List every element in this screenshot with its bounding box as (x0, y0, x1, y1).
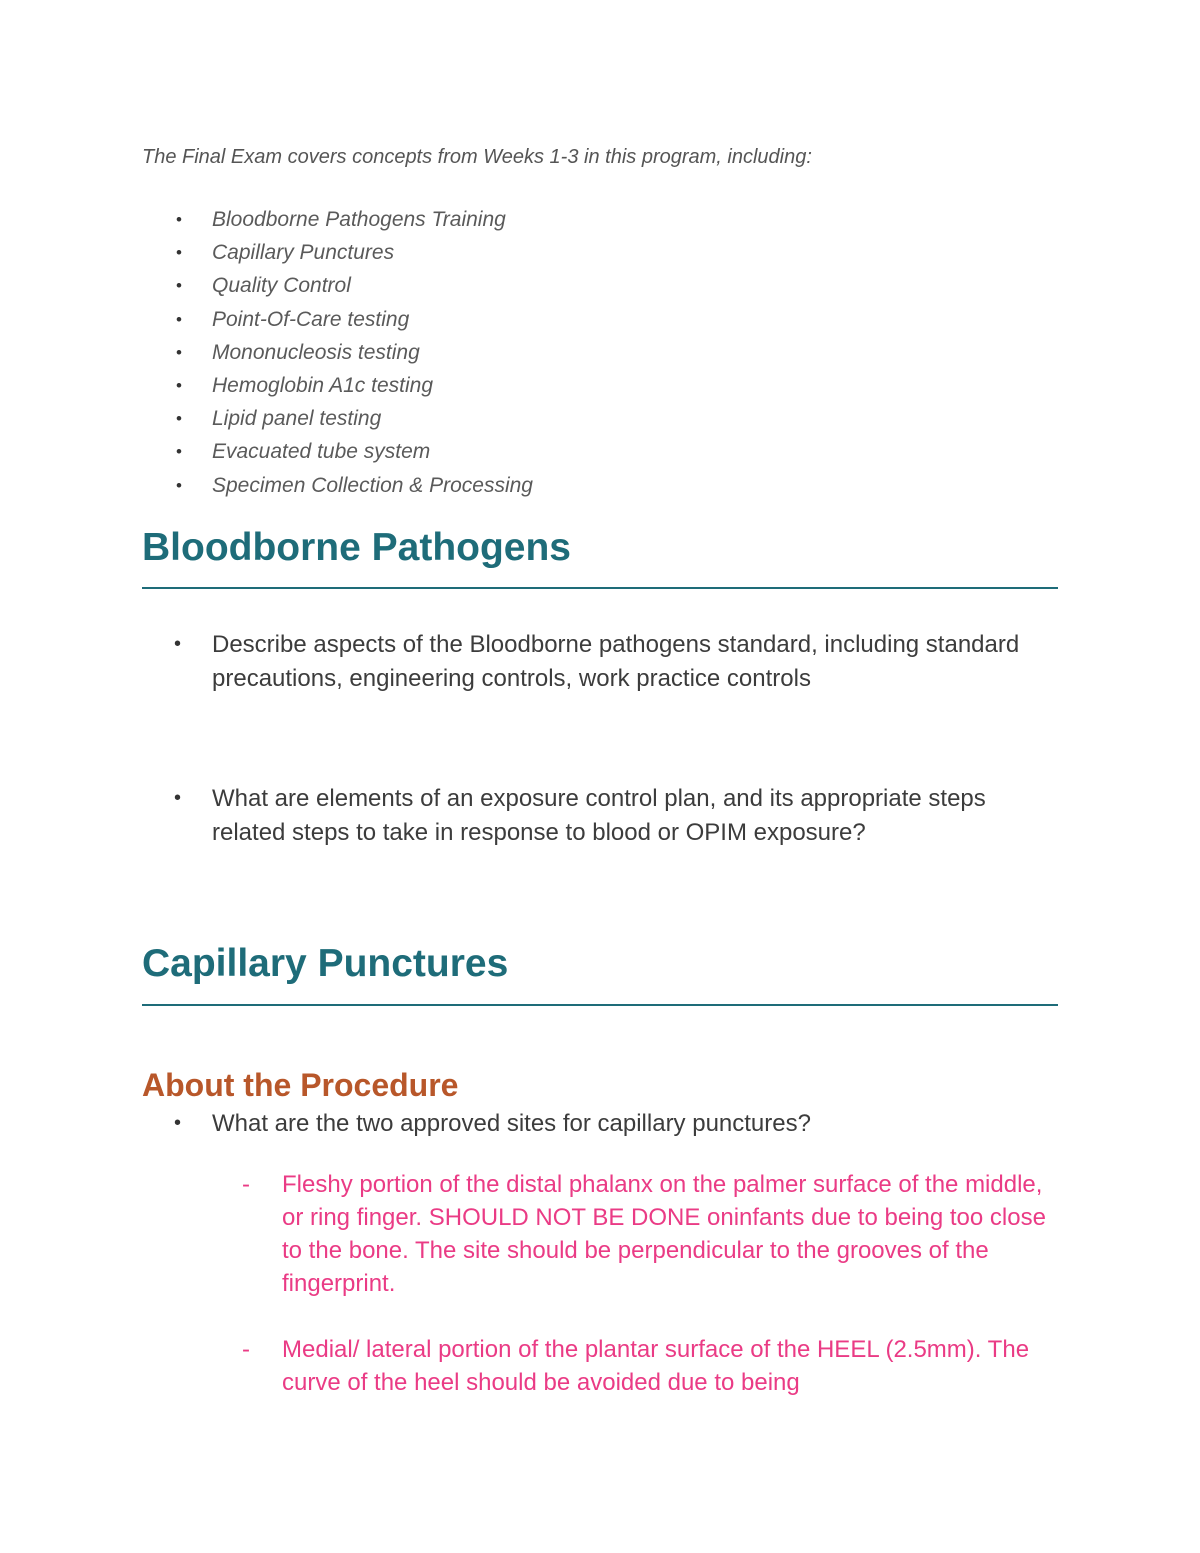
bullet-icon: • (176, 243, 182, 263)
topic-list-item: • Quality Control (142, 269, 533, 302)
answer-item (242, 1333, 1062, 1399)
bullet-icon: • (174, 1112, 182, 1134)
bullet-icon: • (176, 276, 182, 296)
bloodborne-item-text: What are elements of an exposure control plan, and its appropriate steps related steps to take in response to blood or OPIM exposure? (212, 785, 986, 846)
bloodborne-item (142, 628, 1058, 695)
bullet-icon: • (176, 475, 182, 495)
topic-list-item: • Capillary Punctures (142, 236, 533, 269)
bloodborne-item-text: Describe aspects of the Bloodborne pathogens standard, including standard precautions, engineering controls, work practice controls (212, 631, 1020, 692)
bullet-icon: • (176, 442, 182, 462)
bullet-icon: • (176, 342, 182, 362)
bullet-icon: • (176, 309, 182, 329)
bullet-icon: • (174, 633, 182, 655)
bullet-icon: • (176, 210, 182, 229)
section-heading-bloodborne: Bloodborne Pathogens (142, 526, 571, 569)
capillary-question-text: What are the two approved sites for capillary punctures? (212, 1110, 811, 1137)
topic-list-item: • Mononucleosis testing (142, 336, 533, 369)
topic-list-item: • Evacuated tube system (142, 435, 533, 468)
section-divider (142, 1004, 1058, 1006)
section-heading-capillary: Capillary Punctures (142, 942, 509, 985)
capillary-question (142, 1107, 1058, 1141)
topic-list-item: • Point-Of-Care testing (142, 303, 533, 336)
dash-icon: - (242, 1336, 250, 1363)
topic-list-item: • Specimen Collection & Processing (142, 469, 533, 502)
bullet-icon: • (176, 375, 182, 395)
intro-text: The Final Exam covers concepts from Weeks 1-3 in this program, including: (142, 146, 812, 168)
answer-text: Fleshy portion of the distal phalanx on the palmer surface of the middle, or ring finger. SHOULD NOT BE DONE oninfants due to being too close to the bone. The site should be perpendicular to the grooves of the fingerprint. (282, 1171, 1046, 1297)
answer-text: Medial/ lateral portion of the plantar surface of the HEEL (2.5mm). The curve of the heel should be avoided due to being (282, 1336, 1030, 1396)
topic-list-item: • Bloodborne Pathogens Training (142, 203, 533, 236)
bloodborne-item (142, 782, 1058, 849)
bullet-icon: • (174, 787, 182, 809)
topic-list-item: • Hemoglobin A1c testing (142, 369, 533, 402)
answer-item (242, 1168, 1062, 1300)
section-divider (142, 587, 1058, 589)
dash-icon: - (242, 1171, 250, 1198)
bullet-icon: • (176, 409, 182, 429)
subheading-about-procedure: About the Procedure (142, 1067, 459, 1103)
topic-list-item: • Lipid panel testing (142, 402, 533, 435)
topic-list (142, 203, 533, 502)
